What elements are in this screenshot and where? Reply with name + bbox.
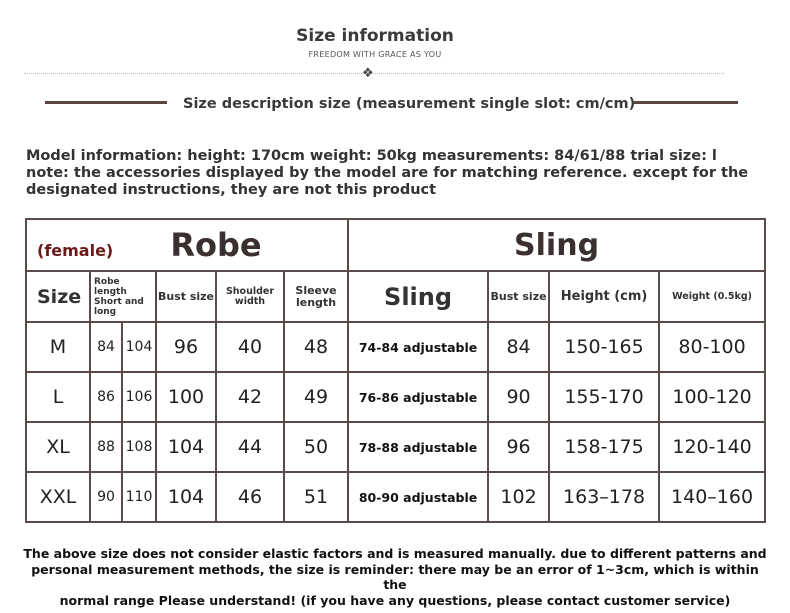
footer-disclaimer <box>22 546 768 608</box>
weight-cell: 80-100 <box>659 322 765 372</box>
sling-adjustable-cell: 74-84 adjustable <box>348 322 488 372</box>
diamond-ornament-icon: ❖ <box>362 66 374 81</box>
table-row <box>26 472 765 522</box>
column-header-row <box>26 271 765 322</box>
height-cell: 150-165 <box>549 322 659 372</box>
sling-bust-cell: 84 <box>488 322 549 372</box>
robe-title: Robe <box>170 226 262 264</box>
sleeve-cell: 51 <box>284 472 348 522</box>
sling-adjustable-cell: 78-88 adjustable <box>348 422 488 472</box>
height-cell: 163–178 <box>549 472 659 522</box>
table-title-row <box>26 219 765 271</box>
model-note-line: note: the accessories displayed by the model are for matching reference. except for the <box>26 165 749 181</box>
short-length-cell: 88 <box>90 422 122 472</box>
size-cell: M <box>26 322 90 372</box>
long-length-cell: 110 <box>122 472 156 522</box>
size-description: Size description size (measurement single slot: cm/cm) <box>183 96 636 112</box>
robe-length-column-header: Robe length Short and long <box>90 271 156 322</box>
long-length-cell: 104 <box>122 322 156 372</box>
table-row <box>26 422 765 472</box>
model-info-line: Model information: height: 170cm weight: 50kg measurements: 84/61/88 trial size: l <box>26 148 717 164</box>
footer-line: personal measurement methods, the size is reminder: there may be an error of 1~3cm, which is within the <box>31 561 759 592</box>
weight-cell: 120-140 <box>659 422 765 472</box>
shoulder-cell: 40 <box>216 322 284 372</box>
model-note-line: designated instructions, they are not this product <box>26 182 437 198</box>
footer-line: normal range Please understand! (if you have any questions, please contact customer service) <box>59 592 731 608</box>
shoulder-cell: 46 <box>216 472 284 522</box>
sleeve-cell: 49 <box>284 372 348 422</box>
left-accent-bar <box>45 101 167 104</box>
size-cell: L <box>26 372 90 422</box>
shoulder-column-header: Shoulder width <box>216 271 284 322</box>
sling-bust-cell: 96 <box>488 422 549 472</box>
robe-header-cell <box>26 219 348 271</box>
long-length-cell: 106 <box>122 372 156 422</box>
shoulder-cell: 44 <box>216 422 284 472</box>
sling-bust-cell: 102 <box>488 472 549 522</box>
sling-bust-cell: 90 <box>488 372 549 422</box>
right-accent-bar <box>634 101 738 104</box>
weight-cell: 100-120 <box>659 372 765 422</box>
page-subtitle: FREEDOM WITH GRACE AS YOU <box>308 50 442 59</box>
sling-bust-column-header: Bust size <box>488 271 549 322</box>
weight-column-header: Weight (0.5kg) <box>659 271 765 322</box>
size-cell: XXL <box>26 472 90 522</box>
shoulder-cell: 42 <box>216 372 284 422</box>
bust-cell: 96 <box>156 322 216 372</box>
page-title: Size information <box>296 26 454 46</box>
height-cell: 155-170 <box>549 372 659 422</box>
sling-adjustable-cell: 76-86 adjustable <box>348 372 488 422</box>
sling-title: Sling <box>514 227 600 263</box>
footer-line: The above size does not consider elastic factors and is measured manually. due to different patterns and <box>23 546 767 561</box>
dotted-divider <box>24 73 724 74</box>
size-table <box>25 218 766 523</box>
size-column-header: Size <box>26 271 90 322</box>
sling-adjustable-cell: 80-90 adjustable <box>348 472 488 522</box>
short-length-cell: 86 <box>90 372 122 422</box>
bust-cell: 104 <box>156 422 216 472</box>
table-row <box>26 322 765 372</box>
bust-cell: 104 <box>156 472 216 522</box>
sling-header-cell <box>348 219 765 271</box>
table-row <box>26 372 765 422</box>
size-cell: XL <box>26 422 90 472</box>
sleeve-cell: 50 <box>284 422 348 472</box>
short-length-cell: 84 <box>90 322 122 372</box>
bust-cell: 100 <box>156 372 216 422</box>
sleeve-column-header: Sleeve length <box>284 271 348 322</box>
sleeve-cell: 48 <box>284 322 348 372</box>
female-label: (female) <box>37 241 114 260</box>
height-cell: 158-175 <box>549 422 659 472</box>
bust-column-header: Bust size <box>156 271 216 322</box>
weight-cell: 140–160 <box>659 472 765 522</box>
short-length-cell: 90 <box>90 472 122 522</box>
long-length-cell: 108 <box>122 422 156 472</box>
height-column-header: Height (cm) <box>549 271 659 322</box>
model-information <box>26 148 766 199</box>
sling-column-header: Sling <box>348 271 488 322</box>
